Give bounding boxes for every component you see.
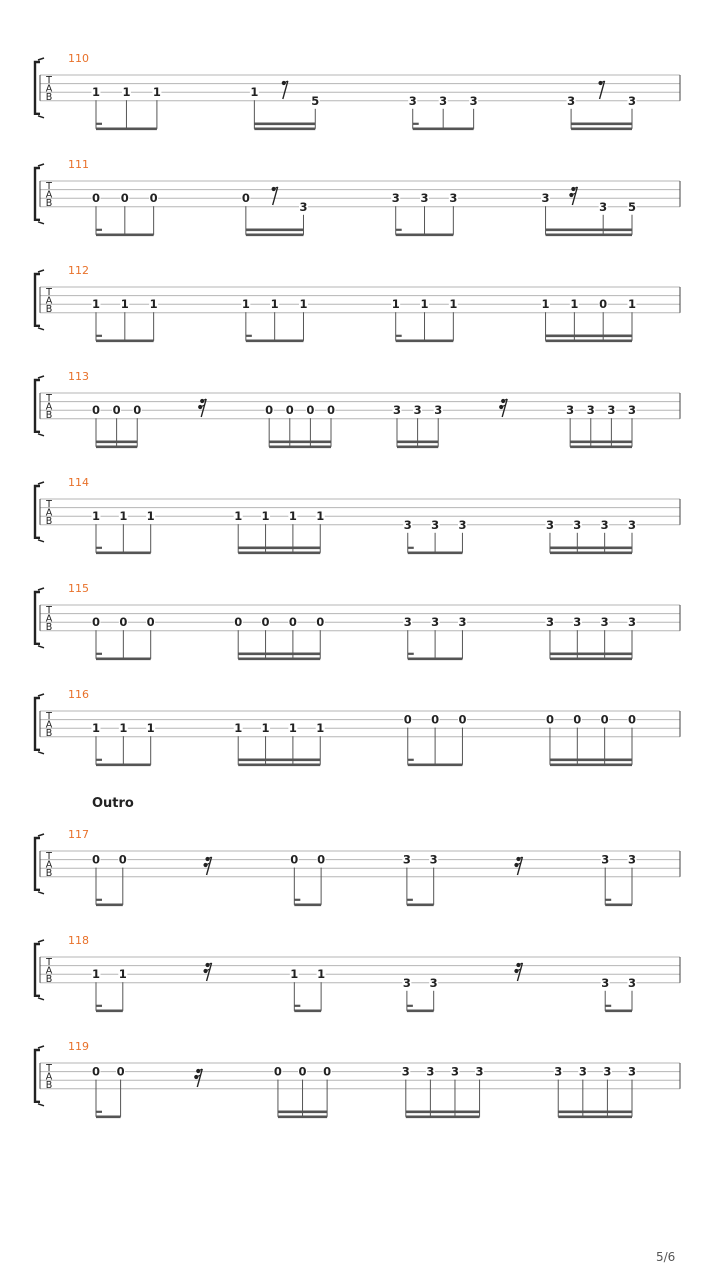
fret-number: 1 xyxy=(627,297,637,312)
section-label-outro: Outro xyxy=(92,796,134,811)
system-bracket xyxy=(35,274,40,326)
system-bracket xyxy=(35,380,40,432)
fret-number: 0 xyxy=(241,191,250,206)
fret-number: 3 xyxy=(449,191,458,206)
fret-number: 1 xyxy=(119,721,128,736)
fret-number: 0 xyxy=(133,403,142,418)
tab-clef-letter: A xyxy=(45,295,53,307)
fret-number: 3 xyxy=(554,1064,563,1079)
fret-number: 3 xyxy=(391,191,400,206)
fret-number: 0 xyxy=(119,615,128,630)
measure-number: 113 xyxy=(68,370,89,383)
fret-number: 3 xyxy=(566,403,575,418)
bracket-hook-bottom xyxy=(38,540,44,542)
tab-clef-letter: B xyxy=(45,198,53,209)
fret-number: 0 xyxy=(317,852,326,867)
tab-clef-letter: T xyxy=(46,287,52,298)
fret-number: 0 xyxy=(306,403,315,418)
fret-number: 1 xyxy=(449,297,458,312)
tab-clef-letter: T xyxy=(46,181,52,192)
fret-number: 1 xyxy=(270,297,279,312)
fret-number: 3 xyxy=(573,517,582,532)
tab-clef-letter: A xyxy=(45,189,53,201)
tab-system xyxy=(35,1040,680,1117)
fret-number: 0 xyxy=(91,1064,101,1079)
system-bracket xyxy=(35,698,40,750)
fret-number: 0 xyxy=(327,403,336,418)
fret-number: 0 xyxy=(146,615,155,630)
fret-number: 1 xyxy=(316,721,325,736)
bracket-hook-bottom xyxy=(38,998,44,1000)
fret-number: 5 xyxy=(311,93,320,108)
fret-number: 3 xyxy=(458,517,467,532)
fret-number: 3 xyxy=(541,191,550,206)
system-bracket xyxy=(35,944,40,996)
fret-number: 3 xyxy=(586,403,595,418)
fret-number: 3 xyxy=(578,1064,587,1079)
tab-system xyxy=(35,52,680,129)
tab-clef-letter: A xyxy=(45,859,53,871)
fret-number: 3 xyxy=(627,615,637,630)
fret-number: 0 xyxy=(285,403,294,418)
fret-number: 3 xyxy=(601,975,610,990)
system-bracket xyxy=(35,1050,40,1102)
fret-number: 1 xyxy=(261,721,270,736)
tab-clef-letter: T xyxy=(46,1063,52,1074)
tab-clef-letter: B xyxy=(45,410,53,421)
measure-number: 118 xyxy=(68,934,89,947)
fret-number: 0 xyxy=(234,615,243,630)
fret-number: 5 xyxy=(627,199,637,214)
fret-number: 0 xyxy=(599,297,608,312)
fret-number: 0 xyxy=(431,712,440,727)
system-bracket xyxy=(35,592,40,644)
tab-system xyxy=(35,264,680,341)
fret-number: 3 xyxy=(429,852,438,867)
fret-number: 0 xyxy=(261,615,270,630)
system-bracket xyxy=(35,168,40,220)
fret-number: 3 xyxy=(458,615,467,630)
fret-number: 3 xyxy=(426,1064,435,1079)
bracket-hook-top xyxy=(38,588,44,590)
fret-number: 3 xyxy=(429,975,438,990)
fret-number: 3 xyxy=(627,403,637,418)
measure-number: 119 xyxy=(68,1040,89,1053)
tab-clef-letter: A xyxy=(45,965,53,977)
bracket-hook-top xyxy=(38,270,44,272)
tab-clef-letter: T xyxy=(46,711,52,722)
fret-number: 0 xyxy=(118,852,127,867)
fret-number: 3 xyxy=(439,93,448,108)
fret-number: 0 xyxy=(120,191,129,206)
fret-number: 1 xyxy=(570,297,579,312)
tab-clef-letter: B xyxy=(45,92,53,103)
fret-number: 3 xyxy=(401,1064,410,1079)
fret-number: 0 xyxy=(458,712,467,727)
tab-system xyxy=(35,828,680,905)
tab-clef-letter: B xyxy=(45,516,53,527)
tab-clef-letter: A xyxy=(45,507,53,519)
fret-number: 0 xyxy=(545,712,554,727)
fret-number: 0 xyxy=(573,712,582,727)
fret-number: 3 xyxy=(469,93,478,108)
tab-clef-letter: B xyxy=(45,868,53,879)
fret-number: 3 xyxy=(599,199,608,214)
bracket-hook-top xyxy=(38,164,44,166)
tab-clef-letter: A xyxy=(45,1071,53,1083)
bracket-hook-top xyxy=(38,58,44,60)
fret-number: 0 xyxy=(149,191,158,206)
bracket-hook-top xyxy=(38,940,44,942)
tab-clef-letter: A xyxy=(45,83,53,95)
fret-number: 3 xyxy=(603,1064,612,1079)
tab-system xyxy=(35,158,680,235)
fret-number: 1 xyxy=(118,967,127,982)
fret-number: 3 xyxy=(567,93,576,108)
measure-number: 111 xyxy=(68,158,89,171)
tab-system xyxy=(35,370,680,447)
fret-number: 3 xyxy=(392,403,401,418)
fret-number: 0 xyxy=(273,1064,282,1079)
fret-number: 0 xyxy=(600,712,609,727)
bracket-hook-bottom xyxy=(38,116,44,118)
tab-clef-letter: A xyxy=(45,401,53,413)
fret-number: 0 xyxy=(91,191,101,206)
fret-number: 3 xyxy=(627,1064,637,1079)
fret-number: 0 xyxy=(627,712,637,727)
bracket-hook-bottom xyxy=(38,222,44,224)
fret-number: 3 xyxy=(627,93,637,108)
tab-clef-letter: T xyxy=(46,499,52,510)
tab-clef-letter: T xyxy=(46,851,52,862)
fret-number: 1 xyxy=(288,509,297,524)
fret-number: 0 xyxy=(265,403,274,418)
fret-number: 3 xyxy=(573,615,582,630)
measure-number: 110 xyxy=(68,52,89,65)
fret-number: 3 xyxy=(627,852,637,867)
fret-number: 3 xyxy=(413,403,422,418)
fret-number: 1 xyxy=(391,297,400,312)
bracket-hook-bottom xyxy=(38,752,44,754)
bracket-hook-top xyxy=(38,834,44,836)
fret-number: 1 xyxy=(152,85,161,100)
bracket-hook-top xyxy=(38,376,44,378)
fret-number: 1 xyxy=(122,85,131,100)
fret-number: 1 xyxy=(91,967,101,982)
fret-number: 3 xyxy=(601,852,610,867)
fret-number: 0 xyxy=(290,852,299,867)
fret-number: 3 xyxy=(545,615,554,630)
fret-number: 1 xyxy=(119,509,128,524)
fret-number: 3 xyxy=(431,615,440,630)
fret-number: 0 xyxy=(91,615,101,630)
fret-number: 3 xyxy=(431,517,440,532)
tab-clef-letter: T xyxy=(46,75,52,86)
fret-number: 0 xyxy=(112,403,121,418)
tab-clef-letter: B xyxy=(45,1080,53,1091)
tab-clef-letter: B xyxy=(45,974,53,985)
fret-number: 0 xyxy=(91,852,101,867)
fret-number: 0 xyxy=(288,615,297,630)
tab-system xyxy=(35,688,680,765)
system-bracket xyxy=(35,838,40,890)
system-bracket xyxy=(35,486,40,538)
fret-number: 1 xyxy=(146,721,155,736)
measure-number: 117 xyxy=(68,828,89,841)
tab-clef-letter: B xyxy=(45,728,53,739)
tab-clef-letter: B xyxy=(45,304,53,315)
tab-clef-letter: T xyxy=(46,393,52,404)
tab-system xyxy=(35,934,680,1011)
fret-number: 3 xyxy=(607,403,616,418)
fret-number: 3 xyxy=(600,615,609,630)
fret-number: 1 xyxy=(120,297,129,312)
fret-number: 3 xyxy=(545,517,554,532)
tab-clef-letter: T xyxy=(46,605,52,616)
fret-number: 3 xyxy=(402,975,411,990)
fret-number: 1 xyxy=(288,721,297,736)
fret-number: 1 xyxy=(91,297,101,312)
fret-number: 3 xyxy=(627,975,637,990)
tab-clef-letter: T xyxy=(46,957,52,968)
rest-flag-dot xyxy=(200,399,204,403)
fret-number: 3 xyxy=(408,93,417,108)
fret-number: 1 xyxy=(261,509,270,524)
fret-number: 3 xyxy=(450,1064,459,1079)
fret-number: 3 xyxy=(475,1064,484,1079)
fret-number: 0 xyxy=(323,1064,332,1079)
fret-number: 3 xyxy=(627,517,637,532)
fret-number: 1 xyxy=(316,509,325,524)
fret-number: 3 xyxy=(299,199,308,214)
fret-number: 1 xyxy=(234,721,243,736)
fret-number: 3 xyxy=(434,403,443,418)
fret-number: 1 xyxy=(241,297,250,312)
fret-number: 1 xyxy=(290,967,299,982)
measure-number: 112 xyxy=(68,264,89,277)
tab-clef-letter: A xyxy=(45,613,53,625)
fret-number: 1 xyxy=(146,509,155,524)
fret-number: 0 xyxy=(316,615,325,630)
measure-number: 115 xyxy=(68,582,89,595)
fret-number: 1 xyxy=(420,297,429,312)
bracket-hook-top xyxy=(38,482,44,484)
fret-number: 3 xyxy=(403,615,412,630)
tab-system xyxy=(35,582,680,659)
fret-number: 1 xyxy=(234,509,243,524)
fret-number: 3 xyxy=(402,852,411,867)
fret-number: 1 xyxy=(91,85,101,100)
bracket-hook-top xyxy=(38,1046,44,1048)
tab-system xyxy=(35,476,680,553)
bracket-hook-bottom xyxy=(38,892,44,894)
bracket-hook-bottom xyxy=(38,328,44,330)
bracket-hook-top xyxy=(38,694,44,696)
measure-number: 114 xyxy=(68,476,89,489)
fret-number: 3 xyxy=(420,191,429,206)
fret-number: 0 xyxy=(91,403,101,418)
fret-number: 1 xyxy=(250,85,259,100)
fret-number: 0 xyxy=(298,1064,307,1079)
fret-number: 1 xyxy=(91,509,101,524)
bracket-hook-bottom xyxy=(38,1104,44,1106)
fret-number: 1 xyxy=(91,721,101,736)
page-number: 5/6 xyxy=(656,1250,676,1264)
fret-number: 1 xyxy=(317,967,326,982)
fret-number: 0 xyxy=(116,1064,125,1079)
system-bracket xyxy=(35,62,40,114)
fret-number: 3 xyxy=(600,517,609,532)
tab-clef-letter: A xyxy=(45,719,53,731)
fret-number: 1 xyxy=(541,297,550,312)
measure-number: 116 xyxy=(68,688,89,701)
bracket-hook-bottom xyxy=(38,646,44,648)
fret-number: 3 xyxy=(403,517,412,532)
fret-number: 1 xyxy=(299,297,308,312)
fret-number: 0 xyxy=(403,712,412,727)
bracket-hook-bottom xyxy=(38,434,44,436)
tab-clef-letter: B xyxy=(45,622,53,633)
fret-number: 1 xyxy=(149,297,158,312)
